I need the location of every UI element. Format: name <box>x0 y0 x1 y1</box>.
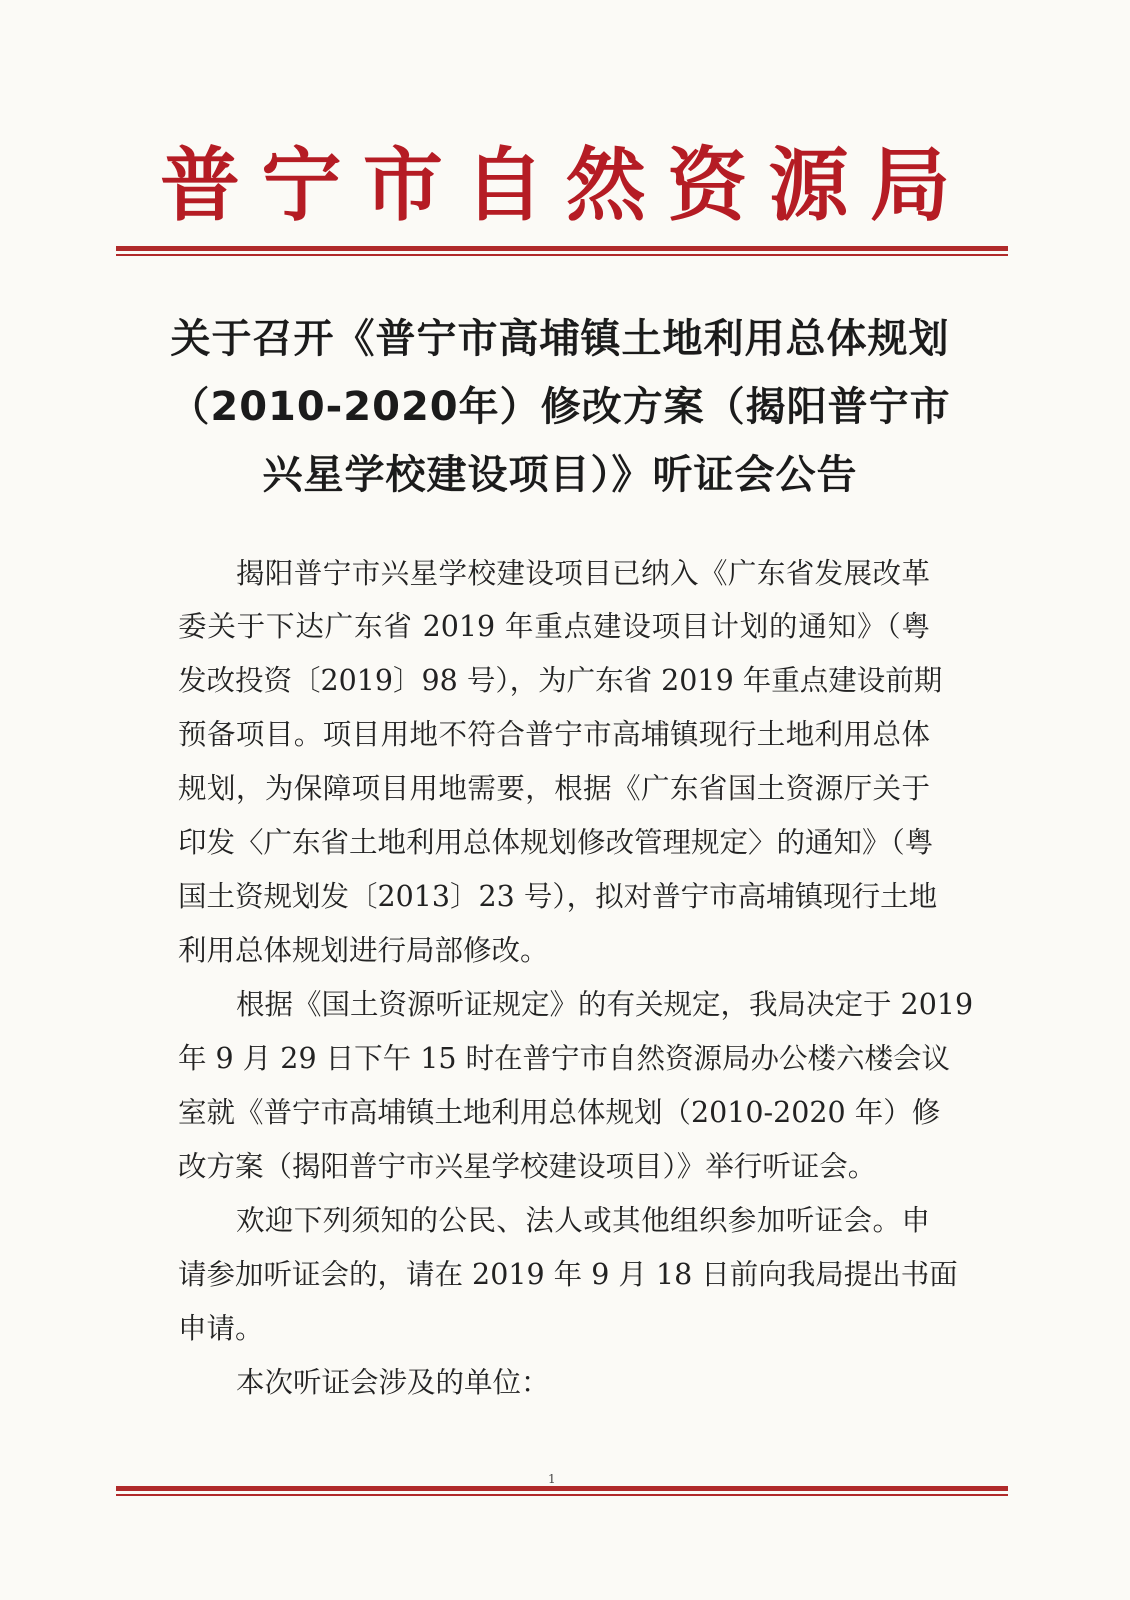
agency-char: 自 <box>464 138 545 232</box>
document-title <box>150 305 970 509</box>
body-line: 申请。 <box>178 1312 264 1345</box>
body-line: 规划，为保障项目用地需要，根据《广东省国土资源厅关于 <box>178 772 930 805</box>
body-line: 年 9 月 29 日下午 15 时在普宁市自然资源局办公楼六楼会议 <box>178 1042 951 1075</box>
body-line: 欢迎下列须知的公民、法人或其他组织参加听证会。申 <box>236 1204 930 1237</box>
title-line: 兴星学校建设项目）》听证会公告 <box>262 452 858 498</box>
agency-header <box>160 140 950 230</box>
body-line: 改方案（揭阳普宁市兴星学校建设项目）》举行听证会。 <box>178 1150 877 1183</box>
agency-char: 资 <box>667 138 748 232</box>
body-line: 本次听证会涉及的单位： <box>236 1366 550 1399</box>
agency-char: 宁 <box>261 138 342 232</box>
agency-char: 然 <box>565 138 646 232</box>
body-line: 发改投资〔2019〕98 号），为广东省 2019 年重点建设前期 <box>178 664 943 697</box>
agency-char: 源 <box>768 138 849 232</box>
body-line: 利用总体规划进行局部修改。 <box>178 934 549 967</box>
title-line: （2010-2020年）修改方案（揭阳普宁市 <box>169 384 951 430</box>
agency-char: 局 <box>869 138 950 232</box>
footer-divider <box>116 1486 1008 1496</box>
title-line: 关于召开《普宁市高埔镇土地利用总体规划 <box>170 316 950 362</box>
body-line: 室就《普宁市高埔镇土地利用总体规划（2010-2020 年）修 <box>178 1096 941 1129</box>
body-line: 印发〈广东省土地利用总体规划修改管理规定〉的通知》（粤 <box>178 826 934 859</box>
page-number: 1 <box>548 1472 556 1486</box>
body-line: 请参加听证会的，请在 2019 年 9 月 18 日前向我局提出书面 <box>178 1258 958 1291</box>
agency-char: 市 <box>362 138 443 232</box>
body-line: 揭阳普宁市兴星学校建设项目已纳入《广东省发展改革 <box>236 557 930 590</box>
body-line: 根据《国土资源听证规定》的有关规定，我局决定于 2019 <box>236 988 974 1021</box>
header-divider <box>116 246 1008 256</box>
body-line: 委关于下达广东省 2019 年重点建设项目计划的通知》（粤 <box>178 610 930 643</box>
agency-char: 普 <box>160 138 240 232</box>
body-line: 国土资规划发〔2013〕23 号），拟对普宁市高埔镇现行土地 <box>178 880 938 913</box>
body-line: 预备项目。项目用地不符合普宁市高埔镇现行土地利用总体 <box>178 718 930 751</box>
